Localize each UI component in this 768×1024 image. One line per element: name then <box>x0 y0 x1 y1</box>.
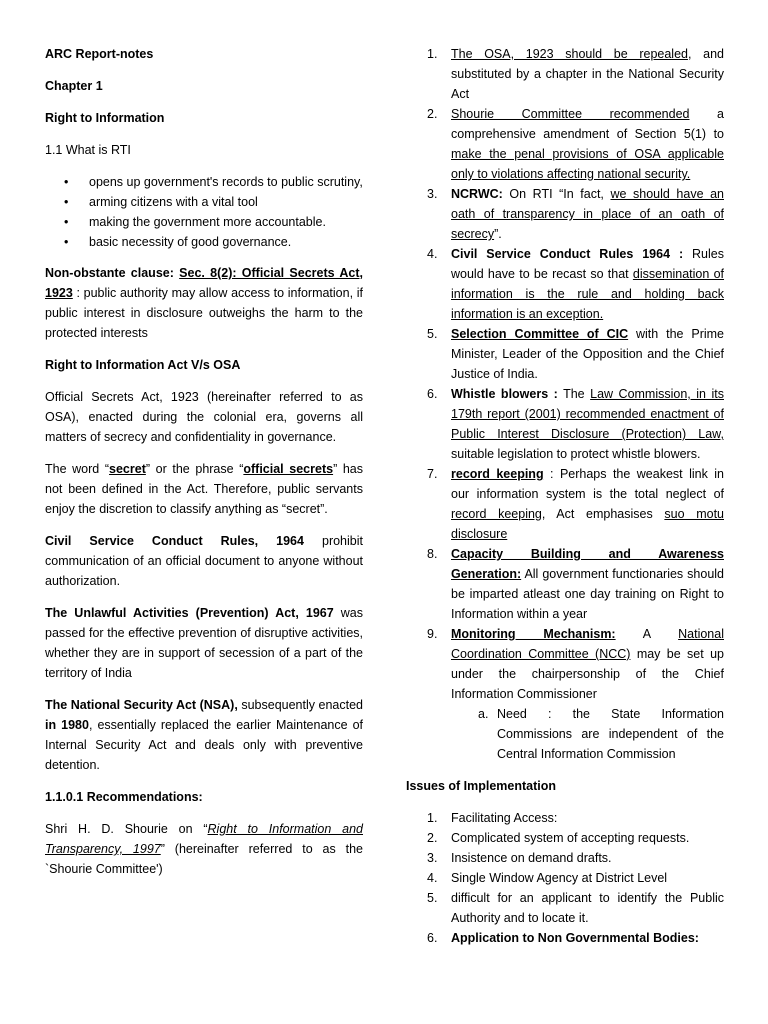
nonobstante-label: Non-obstante clause: <box>45 266 174 280</box>
rti-vs-osa-heading: Right to Information Act V/s OSA <box>45 358 241 372</box>
recommendations-heading: 1.1.0.1 Recommendations: <box>45 790 203 804</box>
right-column <box>406 44 724 948</box>
list-item: • making the government more accountable. <box>45 212 363 232</box>
list-item: • arming citizens with a vital tool <box>45 192 363 212</box>
list-item: 2. Shourie Committee recommended a comprehensive amendment of Section 5(1) to make the penal provisions of OSA applicable only to violations affecting national security. <box>427 107 724 181</box>
list-item: 1. Facilitating Access: <box>427 811 558 825</box>
section-heading: Right to Information <box>45 111 165 125</box>
list-item: 7. record keeping : Perhaps the weakest link in our information system is the total neglect of record keeping, Act emphasises suo motu disclosure <box>427 467 724 541</box>
issues-list <box>406 808 724 948</box>
list-item: 5. Selection Committee of CIC with the Prime Minister, Leader of the Opposition and the Chief Justice of India. <box>427 327 724 381</box>
list-item: 6. Whistle blowers : The Law Commission, in its 179th report (2001) recommended enactment of Public Interest Disclosure (Protection) Law, suitable legislation to protect whistle blowers. <box>427 387 724 461</box>
secret-paragraph: The word “secret” or the phrase “official secrets” has not been defined in the Act. Therefore, public servants enjoy the discretion to classify anything as “secret”. <box>45 462 363 516</box>
list-item: 1. The OSA, 1923 should be repealed, and substituted by a chapter in the National Security Act <box>427 47 724 101</box>
issues-heading: Issues of Implementation <box>406 779 557 793</box>
list-item: 8. Capacity Building and Awareness Generation: All government functionaries should be imparted atleast one day training on Right to Information within a year <box>427 547 724 621</box>
list-item: a. Need : the State Information Commissions are independent of the Central Information Commission <box>478 707 724 761</box>
osa-section-ref: Sec. 8(2): Official Secrets Act, 1923 <box>45 266 363 300</box>
subsection-heading: 1.1 What is RTI <box>45 143 131 157</box>
list-item: 4. Single Window Agency at District Level <box>427 871 668 885</box>
list-item: 5. difficult for an applicant to identify the Public Authority and to locate it. <box>427 891 724 925</box>
document-title: ARC Report-notes <box>45 47 154 61</box>
secret-term: secret <box>109 462 146 476</box>
list-item: 3. Insistence on demand drafts. <box>427 851 612 865</box>
list-item: 6. Application to Non Governmental Bodies: <box>427 931 699 945</box>
list-item: • opens up government's records to public scrutiny, <box>45 172 363 192</box>
left-column <box>45 44 363 891</box>
list-item: 4. Civil Service Conduct Rules 1964 : Rules would have to be recast so that dissemination of information is the rule and holding back information is an exception. <box>427 247 725 321</box>
chapter-heading: Chapter 1 <box>45 79 103 93</box>
rti-bullet-list <box>45 172 363 252</box>
list-item: • basic necessity of good governance. <box>45 232 363 252</box>
official-secrets-term: official secrets <box>243 462 334 476</box>
sub-list <box>451 704 724 764</box>
shourie-report-title: Right to Information and Transparency, 1997 <box>45 822 363 856</box>
list-item: 3. NCRWC: On RTI “In fact, we should have an oath of transparency in place of an oath of secrecy”. <box>427 187 724 241</box>
list-item: 2. Complicated system of accepting requests. <box>427 831 690 845</box>
nonobstante-paragraph: Non-obstante clause: Sec. 8(2): Official Secrets Act, 1923 : public authority may allow access to information, if public interest in disclosure outweighs the harm to the protected interests <box>45 266 363 340</box>
nsa-paragraph: The National Security Act (NSA), subsequently enacted in 1980, essentially replaced the earlier Maintenance of Internal Security Act and deals only with preventive detention. <box>45 698 364 772</box>
recommendations-list <box>406 44 724 764</box>
uapa-paragraph: The Unlawful Activities (Prevention) Act, 1967 was passed for the effective prevention of disruptive activities, whether they are in support of secession of a part of the territory of India <box>45 606 363 680</box>
ccs-paragraph: Civil Service Conduct Rules, 1964 prohibit communication of an official document to anyone without authorization. <box>45 534 363 588</box>
list-item: 9. Monitoring Mechanism: A National Coordination Committee (NCC) may be set up under the chairpersonship of the Chief Information Commissioner a. Need : the State Information Commissions are independent of the Central Information Commission <box>406 624 724 764</box>
shourie-paragraph: Shri H. D. Shourie on “Right to Information and Transparency, 1997” (hereinafter referred to as the `Shourie Committee') <box>45 822 363 876</box>
osa-paragraph: Official Secrets Act, 1923 (hereinafter referred to as OSA), enacted during the colonial era, governs all matters of secrecy and confidentiality in governance. <box>45 390 363 444</box>
